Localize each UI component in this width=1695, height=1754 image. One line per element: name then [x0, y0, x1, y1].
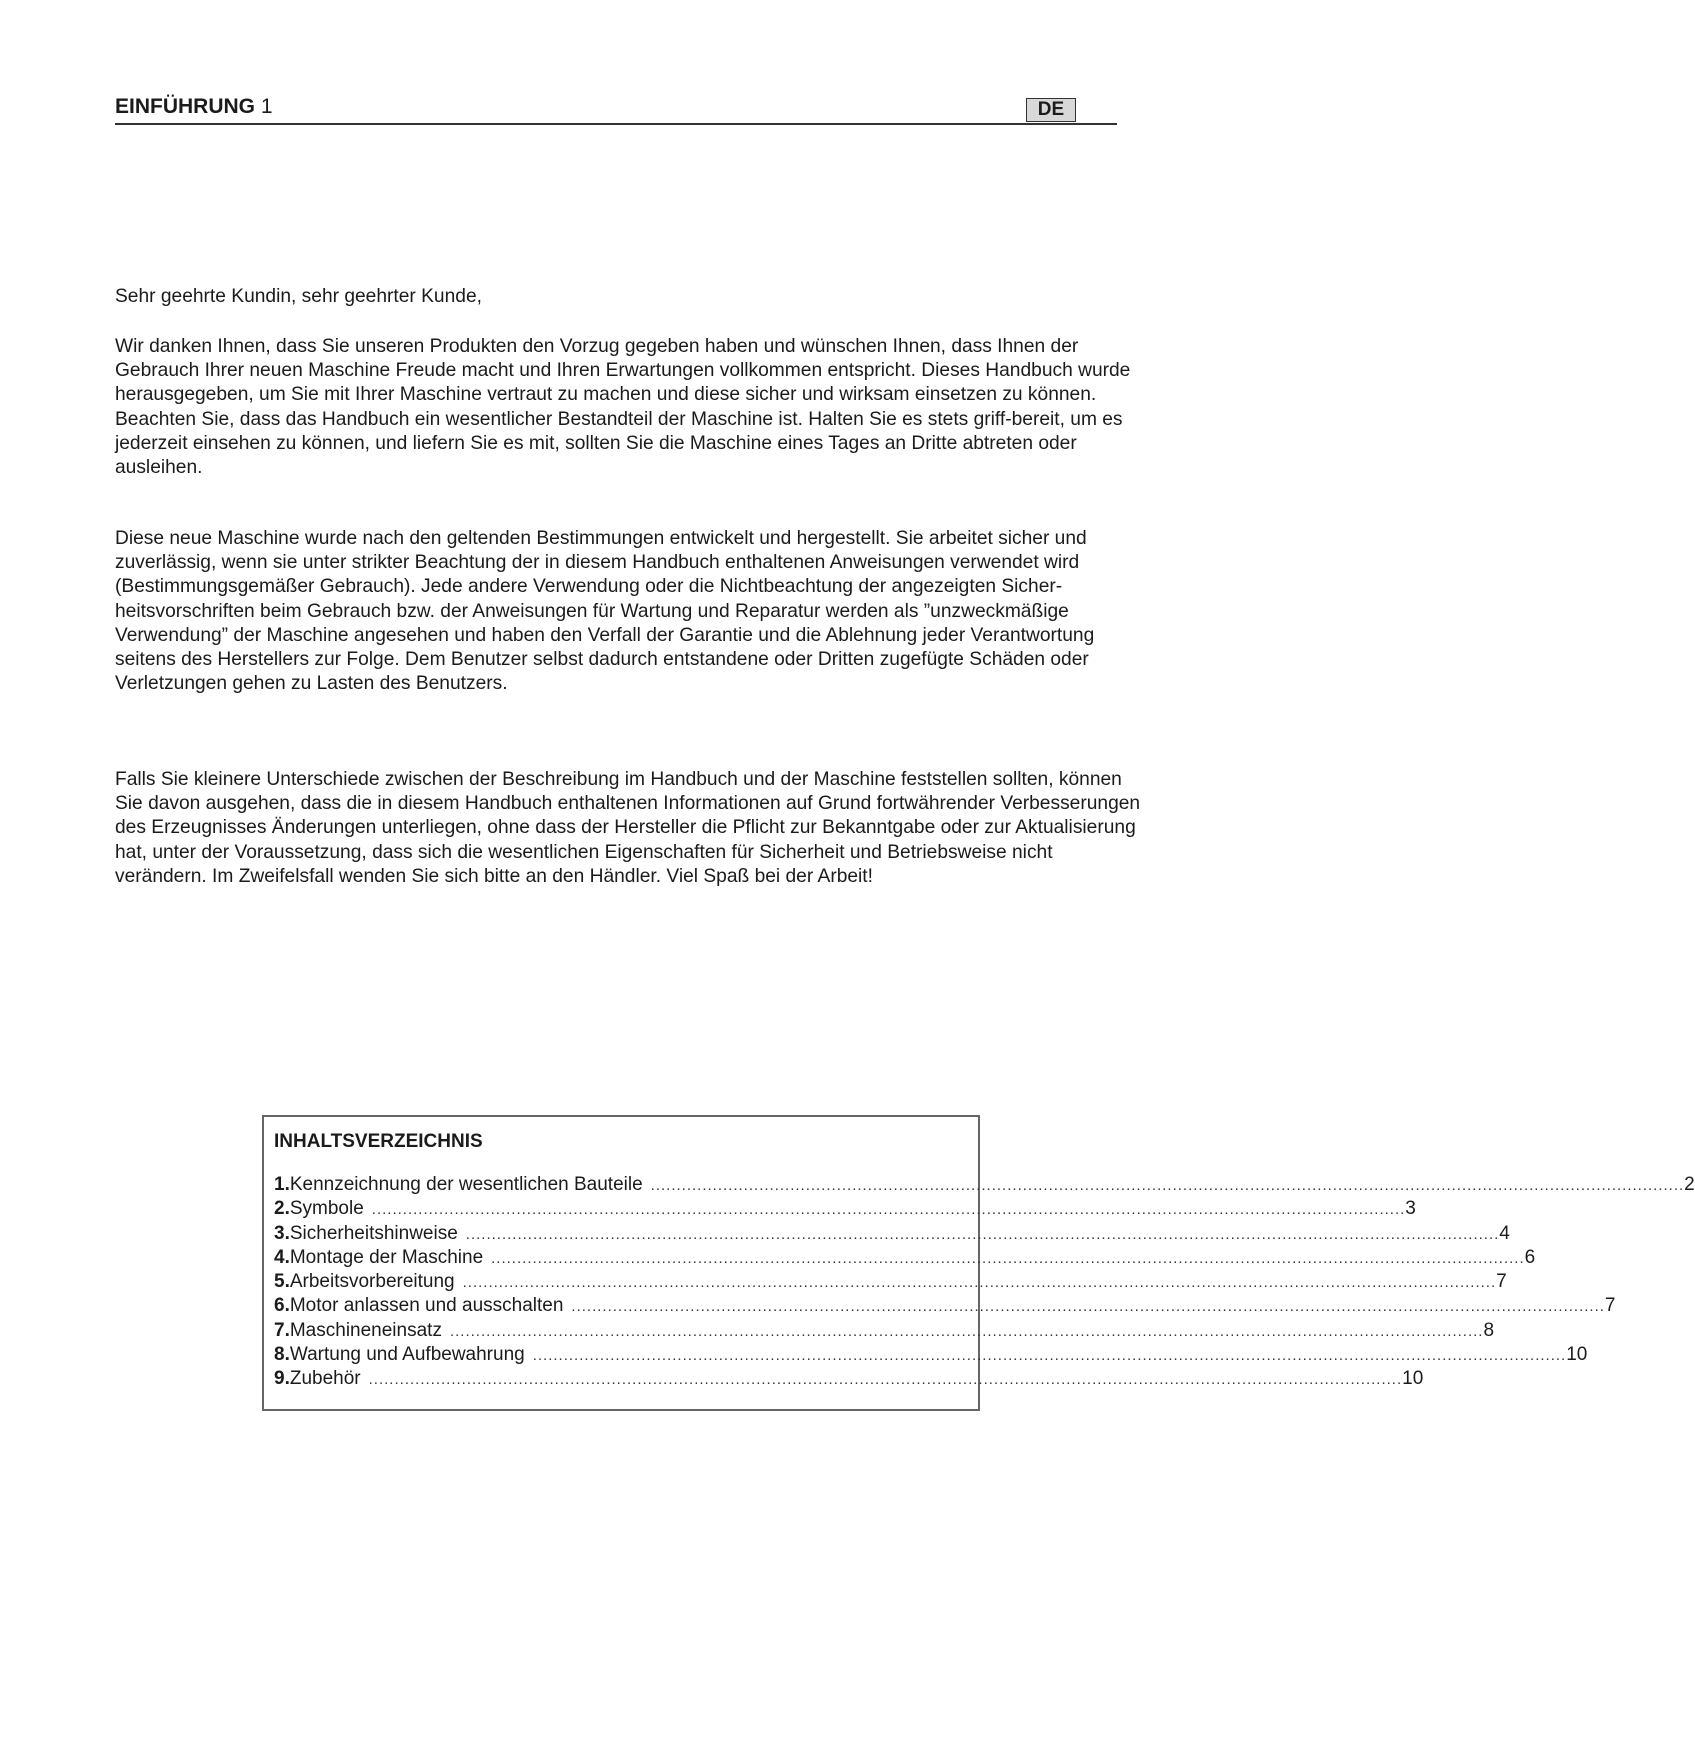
toc-item-number: 5. [274, 1271, 290, 1293]
toc-item-page: 7 [1496, 1271, 1507, 1293]
section-title-text: EINFÜHRUNG [115, 95, 255, 118]
intro-paragraph-1: Wir danken Ihnen, dass Sie unseren Produkten den Vorzug gegeben haben und wünschen Ihnen, dass Ihnen der Gebrauch Ihrer neuen Maschine Freude macht und Ihren Erwartungen vollkommen entspricht. Dieses Handbuch wurde herausgegeben, um Sie mit Ihrer Maschine vertraut zu machen und diese sicher und wirksam einsetzen zu können. Beachten Sie, dass das Handbuch ein wesentlicher Bestandteil der Maschine ist. Halten Sie es stets griff-bereit, um es jederzeit einsehen zu können, und liefern Sie es mit, sollten Sie die Maschine eines Tages an Dritte abtreten oder ausleihen. [115, 336, 1131, 479]
toc-title: INHALTSVERZEICHNIS [274, 1131, 483, 1152]
toc-item-page: 4 [1499, 1222, 1510, 1244]
toc-item-page: 10 [1402, 1368, 1424, 1390]
toc-item[interactable] [274, 1246, 1536, 1270]
table-of-contents [262, 1115, 1695, 1411]
toc-item[interactable] [274, 1197, 1416, 1221]
toc-item-number: 7. [274, 1319, 290, 1341]
toc-item-page: 2 [1684, 1174, 1695, 1195]
toc-item[interactable] [274, 1343, 1588, 1367]
toc-leader-dots: ........................................................................................................................................................................................................ [491, 1249, 1525, 1267]
toc-item-number: 2. [274, 1198, 290, 1220]
toc-item[interactable] [274, 1294, 1616, 1318]
toc-leader-dots: ........................................................................................................................................................................................................ [650, 1177, 1685, 1194]
toc-item-label: Montage der Maschine [289, 1246, 484, 1268]
toc-item[interactable] [274, 1270, 1507, 1294]
toc-item-page: 6 [1524, 1246, 1536, 1268]
section-number: 1 [260, 95, 273, 118]
toc-leader-dots: ........................................................................................................................................................................................................ [462, 1274, 1497, 1292]
toc-item-label: Wartung und Aufbewahrung [289, 1344, 525, 1366]
toc-item-number: 1. [274, 1174, 290, 1195]
toc-item-label: Maschineneinsatz [289, 1319, 442, 1341]
toc-leader-dots: ........................................................................................................................................................................................................ [465, 1225, 1500, 1243]
toc-item-label: Arbeitsvorbereitung [289, 1271, 455, 1293]
toc-leader-dots: ........................................................................................................................................................................................................ [571, 1298, 1605, 1316]
toc-item-page: 8 [1483, 1319, 1495, 1341]
toc-item-label: Symbole [289, 1198, 364, 1220]
toc-list [274, 1173, 1695, 1392]
toc-item-number: 9. [274, 1368, 290, 1390]
toc-item-number: 4. [274, 1246, 290, 1268]
toc-item-label: Zubehör [289, 1368, 361, 1390]
toc-item-number: 8. [274, 1344, 290, 1366]
toc-item[interactable] [274, 1367, 1424, 1391]
toc-item-label: Motor anlassen und ausschalten [289, 1295, 564, 1317]
toc-item[interactable] [274, 1319, 1495, 1343]
toc-leader-dots: ........................................................................................................................................................................................................ [368, 1371, 1403, 1389]
language-badge: DE [1026, 98, 1076, 122]
toc-item-number: 6. [274, 1295, 290, 1317]
greeting: Sehr geehrte Kundin, sehr geehrter Kunde, [115, 286, 482, 307]
toc-item-page: 10 [1566, 1344, 1588, 1366]
toc-item-label: Sicherheitshinweise [289, 1222, 458, 1244]
page-header [115, 95, 1117, 125]
toc-item[interactable] [274, 1173, 1695, 1197]
intro-paragraph-3: Falls Sie kleinere Unterschiede zwischen der Beschreibung im Handbuch und der Maschine feststellen sollten, können Sie davon ausgehen, dass die in diesem Handbuch enthaltenen Informationen auf Grund fortwährender Verbesserungen des Erzeugnisses Änderungen unterliegen, ohne dass der Hersteller die Pflicht zur Bekanntgabe oder zur Aktualisierung hat, unter der Voraussetzung, dass sich die wesentlichen Eigenschaften für Sicherheit und Betriebsweise nicht verändern. Im Zweifelsfall wenden Sie sich bitte an den Händler. Viel Spaß bei der Arbeit! [115, 769, 1141, 887]
toc-leader-dots: ........................................................................................................................................................................................................ [449, 1322, 1484, 1340]
intro-paragraph-2: Diese neue Maschine wurde nach den geltenden Bestimmungen entwickelt und hergestellt. Sie arbeitet sicher und zuverlässig, wenn sie unter strikter Beachtung der in diesem Handbuch enthaltenen Anweisungen verwendet wird (Bestimmungsgemäßer Gebrauch). Jede andere Verwendung oder die Nichtbeachtung der angezeigten Sicher-heitsvorschriften beim Gebrauch bzw. der Anweisungen für Wartung und Reparatur werden als ”unzweckmäßige Verwendung” der Maschine angesehen und haben den Verfall der Garantie und die Ablehnung jeder Verantwortung seitens des Herstellers zur Folge. Dem Benutzer selbst dadurch entstandene oder Dritten zugefügte Schäden oder Verletzungen gehen zu Lasten des Benutzers. [115, 528, 1095, 695]
toc-leader-dots: ........................................................................................................................................................................................................ [532, 1347, 1567, 1365]
toc-item-page: 3 [1405, 1198, 1416, 1220]
section-title [115, 95, 273, 119]
toc-item-label: Kennzeichnung der wesentlichen Bauteile [289, 1174, 643, 1195]
toc-item-page: 7 [1604, 1295, 1616, 1317]
toc-item-number: 3. [274, 1222, 290, 1244]
toc-leader-dots: ........................................................................................................................................................................................................ [371, 1201, 1406, 1219]
toc-item[interactable] [274, 1222, 1510, 1246]
